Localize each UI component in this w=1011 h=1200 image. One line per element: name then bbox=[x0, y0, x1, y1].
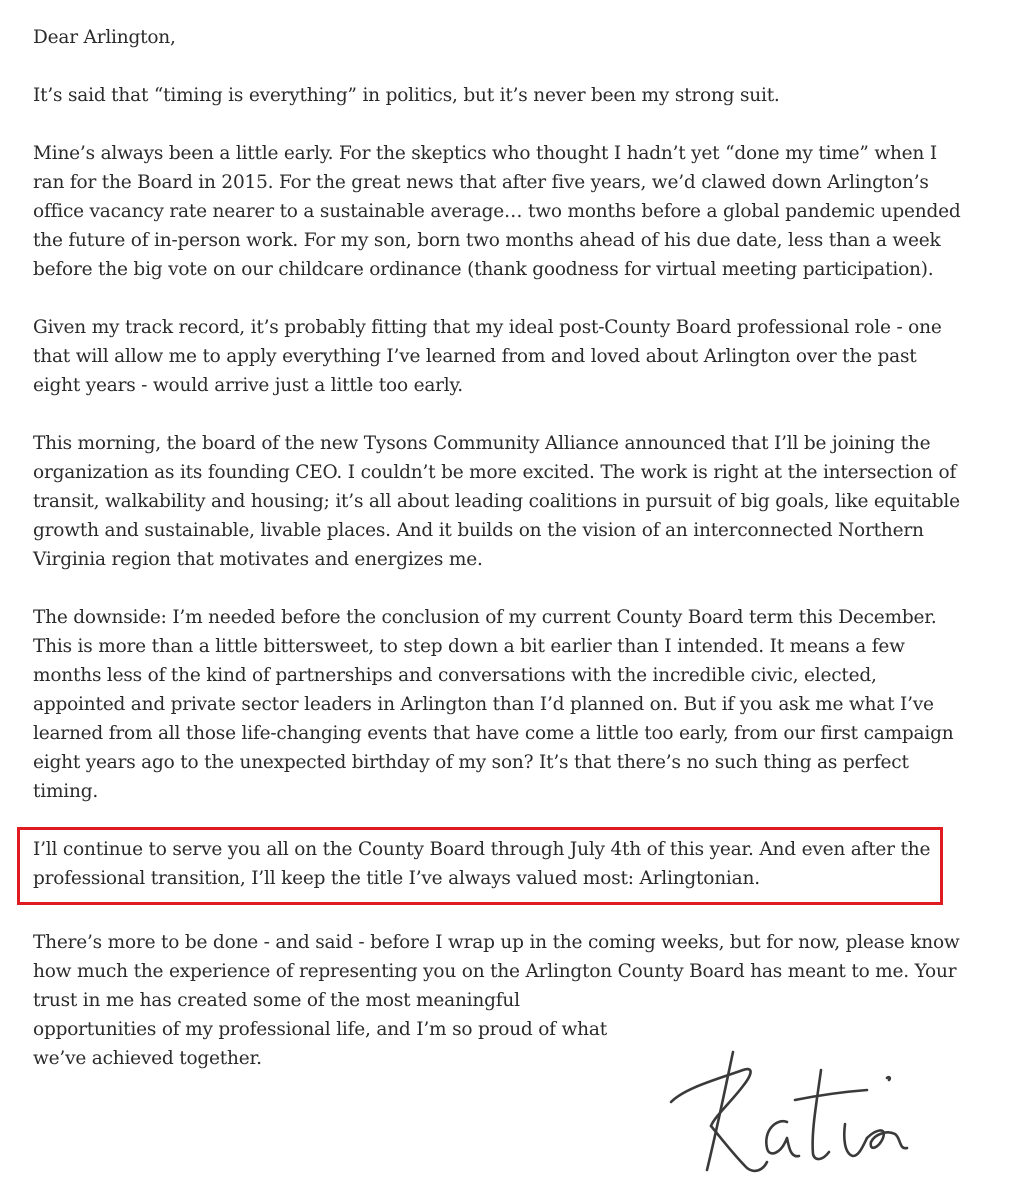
salutation: Dear Arlington, bbox=[33, 27, 176, 48]
closing-line: There’s more to be done - and said - before I wrap up in the coming weeks, but for now, please know bbox=[33, 932, 960, 953]
paragraph-announcement: This morning, the board of the new Tysons Community Alliance announced that I’ll be joining the organization as its founding CEO. I couldn’t be more excited. The work is right at the intersection of transit, walkability and housing; it’s all about leading coalitions in pursuit of big goals, like equitable growth and sustainable, livable places. And it builds on the vision of an interconnected Northern Virginia region that motivates and energizes me. bbox=[33, 433, 960, 570]
highlight-box bbox=[17, 827, 943, 905]
signature-graphic bbox=[655, 1030, 925, 1190]
closing-line: opportunities of my professional life, and I’m so proud of what bbox=[33, 1019, 607, 1040]
signature-icon bbox=[655, 1030, 925, 1190]
paragraph-timing: It’s said that “timing is everything” in politics, but it’s never been my strong suit. bbox=[33, 85, 780, 106]
paragraph-downside: The downside: I’m needed before the conclusion of my current County Board term this December. This is more than a little bittersweet, to step down a bit earlier than I intended. It means a few months less of the kind of partnerships and conversations with the incredible civic, elected, appointed and private sector leaders in Arlington than I’d planned on. But if you ask me what I’ve learned from all those life-changing events that have come a little too early, from our first campaign eight years ago to the unexpected birthday of my son? It’s that there’s no such thing as perfect timing. bbox=[33, 607, 954, 802]
letter-body bbox=[33, 23, 968, 922]
closing-line: trust in me has created some of the most meaningful bbox=[33, 990, 520, 1011]
closing-line: we’ve achieved together. bbox=[33, 1048, 262, 1069]
paragraph-track-record: Given my track record, it’s probably fitting that my ideal post-County Board professional role - one that will allow me to apply everything I’ve learned from and loved about Arlington over the past eight years - would arrive just a little too early. bbox=[33, 317, 942, 396]
closing-line: how much the experience of representing you on the Arlington County Board has meant to me. Your bbox=[33, 961, 957, 982]
paragraph-early: Mine’s always been a little early. For the skeptics who thought I hadn’t yet “done my time” when I ran for the Board in 2015. For the great news that after five years, we’d clawed down Arlington’s office vacancy rate nearer to a sustainable average… two months before a global pandemic upended the future of in-person work. For my son, born two months ahead of his due date, less than a week before the big vote on our childcare ordinance (thank goodness for virtual meeting participation). bbox=[33, 143, 961, 280]
paragraph-continue-serving: I’ll continue to serve you all on the County Board through July 4th of this year. And even after the professional transition, I’ll keep the title I’ve always valued most: Arlingtonian. bbox=[33, 839, 931, 889]
